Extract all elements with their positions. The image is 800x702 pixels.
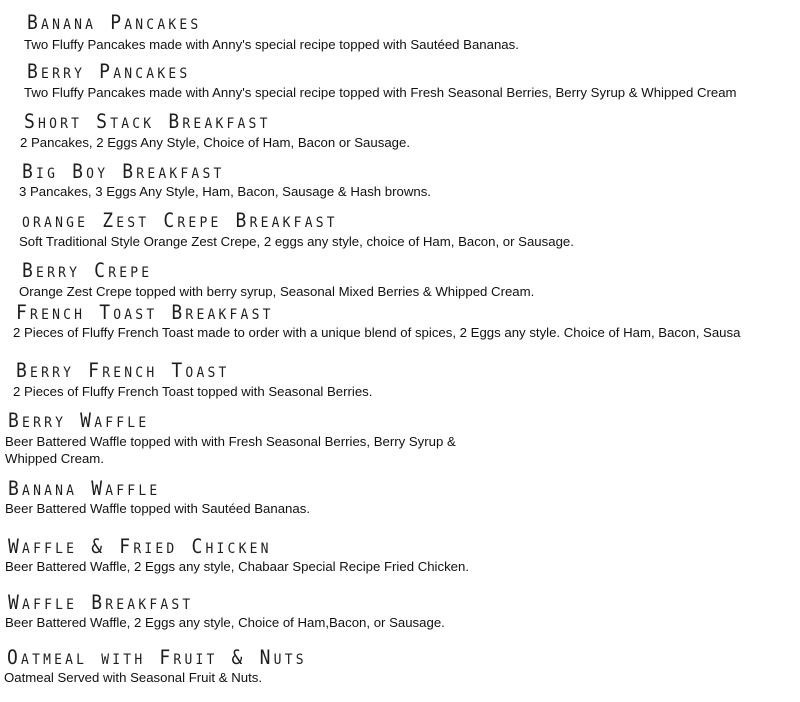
menu-item-name: Banana Pancakes xyxy=(27,11,202,35)
menu-item-name: Berry French Toast xyxy=(16,359,230,383)
menu-item-name: Berry Pancakes xyxy=(27,60,191,84)
menu-item-name: French Toast Breakfast xyxy=(16,301,274,325)
menu-item-description: Beer Battered Waffle, 2 Eggs any style, Choice of Ham,Bacon, or Sausage. xyxy=(5,615,445,630)
menu-item-description: Beer Battered Waffle topped with Sautéed Bananas. xyxy=(5,501,310,516)
menu-item-description: 2 Pieces of Fluffy French Toast made to order with a unique blend of spices, 2 Eggs any style. Choice of Ham, Bacon, Sausa xyxy=(13,325,741,340)
menu-item-name: orange Zest Crepe Breakfast xyxy=(22,209,338,233)
menu-item-description: 3 Pancakes, 3 Eggs Any Style, Ham, Bacon, Sausage & Hash browns. xyxy=(19,184,431,199)
menu-item-name: Waffle & Fried Chicken xyxy=(8,535,272,559)
menu-item-description: 2 Pieces of Fluffy French Toast topped with Seasonal Berries. xyxy=(13,384,373,399)
menu-item-name: Berry Crepe xyxy=(22,259,153,283)
menu-item-name: Banana Waffle xyxy=(8,477,161,501)
menu-item-name: Oatmeal with Fruit & Nuts xyxy=(7,646,307,670)
menu-item-name: Big Boy Breakfast xyxy=(22,160,225,184)
menu-item-description: Two Fluffy Pancakes made with Anny's special recipe topped with Sautéed Bananas. xyxy=(24,37,519,52)
menu-item-description: Two Fluffy Pancakes made with Anny's special recipe topped with Fresh Seasonal Berries, Berry Syrup & Whipped Cream xyxy=(24,85,737,100)
menu-item-name: Short Stack Breakfast xyxy=(24,110,271,134)
menu-item-name: Berry Waffle xyxy=(8,409,150,433)
menu-item-description: Orange Zest Crepe topped with berry syrup, Seasonal Mixed Berries & Whipped Cream. xyxy=(19,284,535,299)
menu-item-description: Beer Battered Waffle, 2 Eggs any style, Chabaar Special Recipe Fried Chicken. xyxy=(5,559,469,574)
menu-item-name: Waffle Breakfast xyxy=(8,591,194,615)
menu-item-description: Beer Battered Waffle topped with with Fresh Seasonal Berries, Berry Syrup & Whipped Cream. xyxy=(5,434,456,466)
menu-item-description: Soft Traditional Style Orange Zest Crepe, 2 eggs any style, choice of Ham, Bacon, or Sausage. xyxy=(19,234,574,249)
menu-item-description: 2 Pancakes, 2 Eggs Any Style, Choice of Ham, Bacon or Sausage. xyxy=(20,135,410,150)
menu-item-description: Oatmeal Served with Seasonal Fruit & Nuts. xyxy=(4,670,262,685)
